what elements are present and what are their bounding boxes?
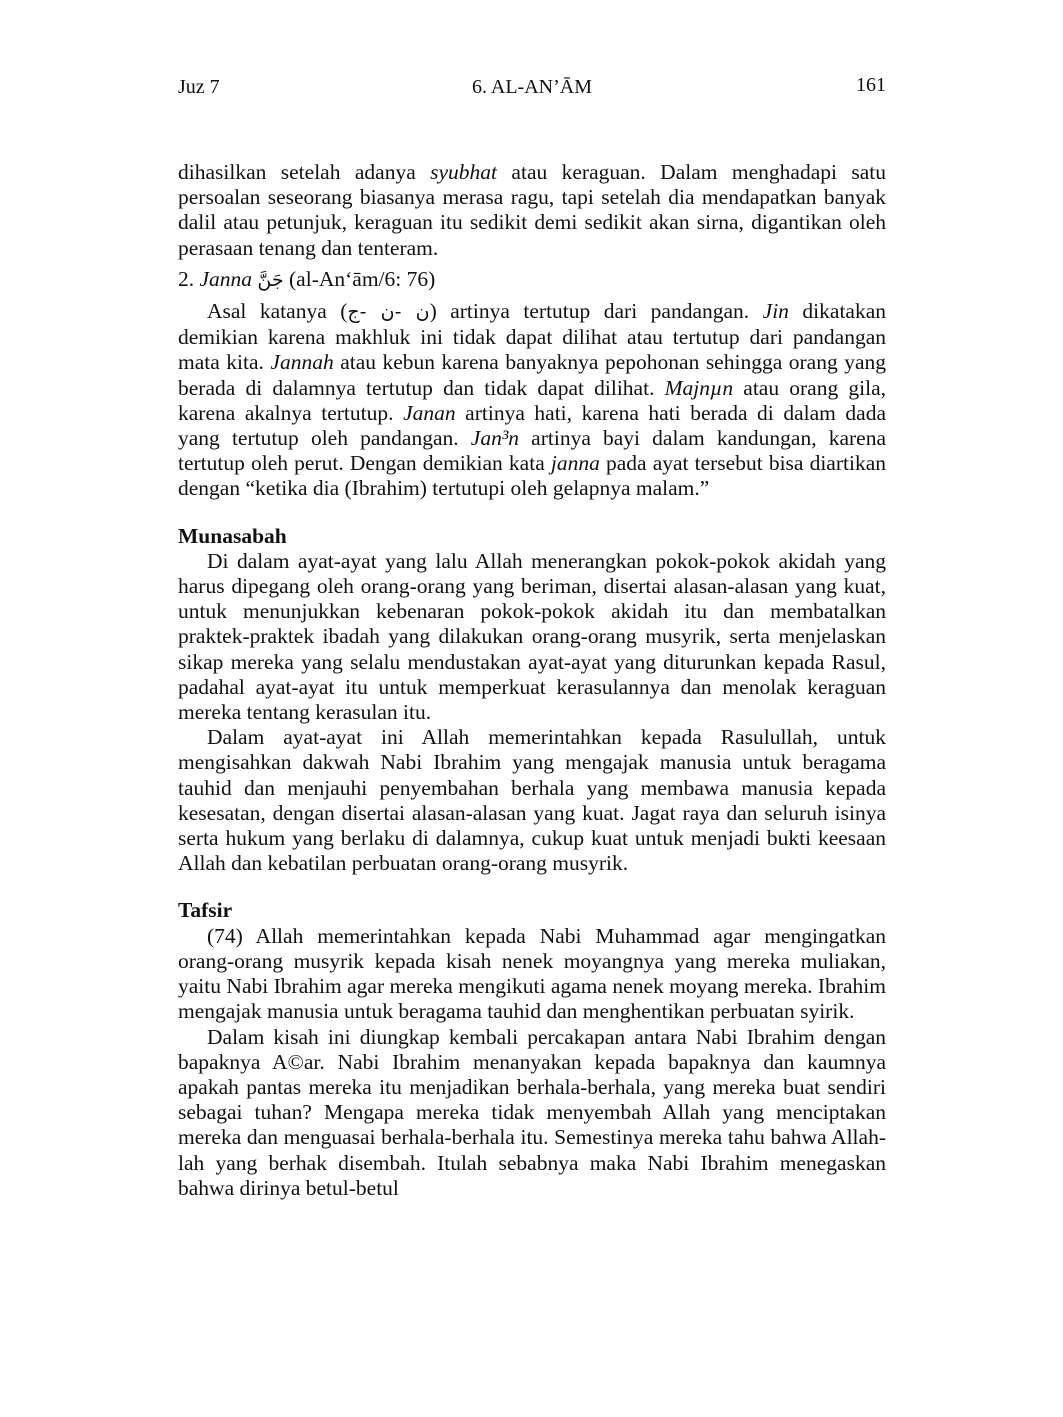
tafsir-paragraph-2: Dalam kisah ini diungkap kembali percakapan antara Nabi Ibrahim dengan bapaknya A©ar. Nabi Ibrahim menanyakan kepada bapaknya dan kaumnya apakah pantas mereka itu menjadikan berhala-berhala, yang mereka buat sendiri sebagai tuhan? Mengapa mereka tidak menyembah Allah yang menciptakan mereka dan menguasai berhala-berhala itu. Semestinya mereka tahu bahwa Allah-lah yang berhak disembah. Itulah sebabnya maka Nabi Ibrahim menegaskan bahwa dirinya betul-betul (178, 1024, 886, 1200)
munasabah-section (178, 524, 886, 877)
juz-label: Juz 7 (178, 76, 220, 98)
munasabah-paragraph-1: Di dalam ayat-ayat yang lalu Allah menerangkan pokok-pokok akidah yang harus dipegang oleh orang-orang yang beriman, disertai alasan-alasan yang kuat, untuk menunjukkan kebenaran pokok-pokok akidah itu dan membatalkan praktek-praktek ibadah yang dilakukan orang-orang musyrik, serta menjelaskan sikap mereka yang selalu mendustakan ayat-ayat yang diturunkan kepada Rasul, padahal ayat-ayat itu untuk memperkuat kerasulannya dan menolak keraguan mereka tentang kerasulan itu. (178, 548, 886, 725)
body-text (178, 160, 886, 1201)
running-header (178, 72, 886, 106)
arabic-root: ن -ن -ج (347, 301, 430, 324)
page-number: 161 (856, 74, 886, 96)
vocab-item-janna: 2. Janna جَنَّ (al-An‘ām/6: 76) (178, 266, 436, 291)
tafsir-section (178, 898, 886, 1200)
munasabah-paragraph-2: Dalam ayat-ayat ini Allah memerintahkan kepada Rasulullah, untuk mengisahkan dakwah Nabi Ibrahim yang mengajak manusia untuk beragama tauhid dan menjauhi penyembahan berhala yang membawa manusia kepada kesesatan, dengan disertai alasan-alasan yang kuat. Jagat raya dan seluruh isinya serta hukum yang berlaku di dalamnya, cukup kuat untuk menjadi bukti keesaan Allah dan kebatilan perbuatan orang-orang musyrik. (178, 725, 886, 876)
section-heading: Tafsir (178, 898, 233, 923)
section-heading: Munasabah (178, 523, 287, 548)
arabic-term: جَنَّ (257, 268, 284, 291)
tafsir-paragraph-1: (74) Allah memerintahkan kepada Nabi Muhammad agar mengingatkan orang-orang musyrik kepada kisah nenek moyangnya yang mereka muliakan, yaitu Nabi Ibrahim agar mereka mengikuti agama nenek moyang mereka. Ibrahim mengajak manusia untuk beragama tauhid dan menghentikan perbuatan syirik. (178, 923, 886, 1024)
page (178, 72, 887, 1200)
surah-title: 6. AL-AN’ĀM (472, 76, 592, 98)
vocab-term: Janna (199, 266, 253, 291)
vocab-explanation: Asal katanya (ن -ن -ج) artinya tertutup dari pandangan. Jin dikatakan demikian karena makhluk ini tidak dapat dilihat atau tertutup dari pandangan mata kita. Jannah atau kebun karena banyaknya pepohonan sehingga orang yang berada di dalamnya tertutup dan tidak dapat dilihat. Majnµn atau orang gila, karena akalnya tertutup. Janan artinya hati, karena hati berada di dalam dada yang tertutup oleh pandangan. Jan³n artinya bayi dalam kandungan, karena tertutup oleh perut. Dengan demikian kata janna pada ayat tersebut bisa diartikan dengan “ketika dia (Ibrahim) tertutupi oleh gelapnya malam.” (178, 299, 887, 501)
intro-paragraph: dihasilkan setelah adanya syubhat atau keraguan. Dalam menghadapi satu persoalan seseorang biasanya merasa ragu, tapi setelah dia mendapatkan banyak dalil atau petunjuk, keraguan itu sedikit demi sedikit akan sirna, digantikan oleh perasaan tenang dan tenteram. (178, 160, 886, 260)
